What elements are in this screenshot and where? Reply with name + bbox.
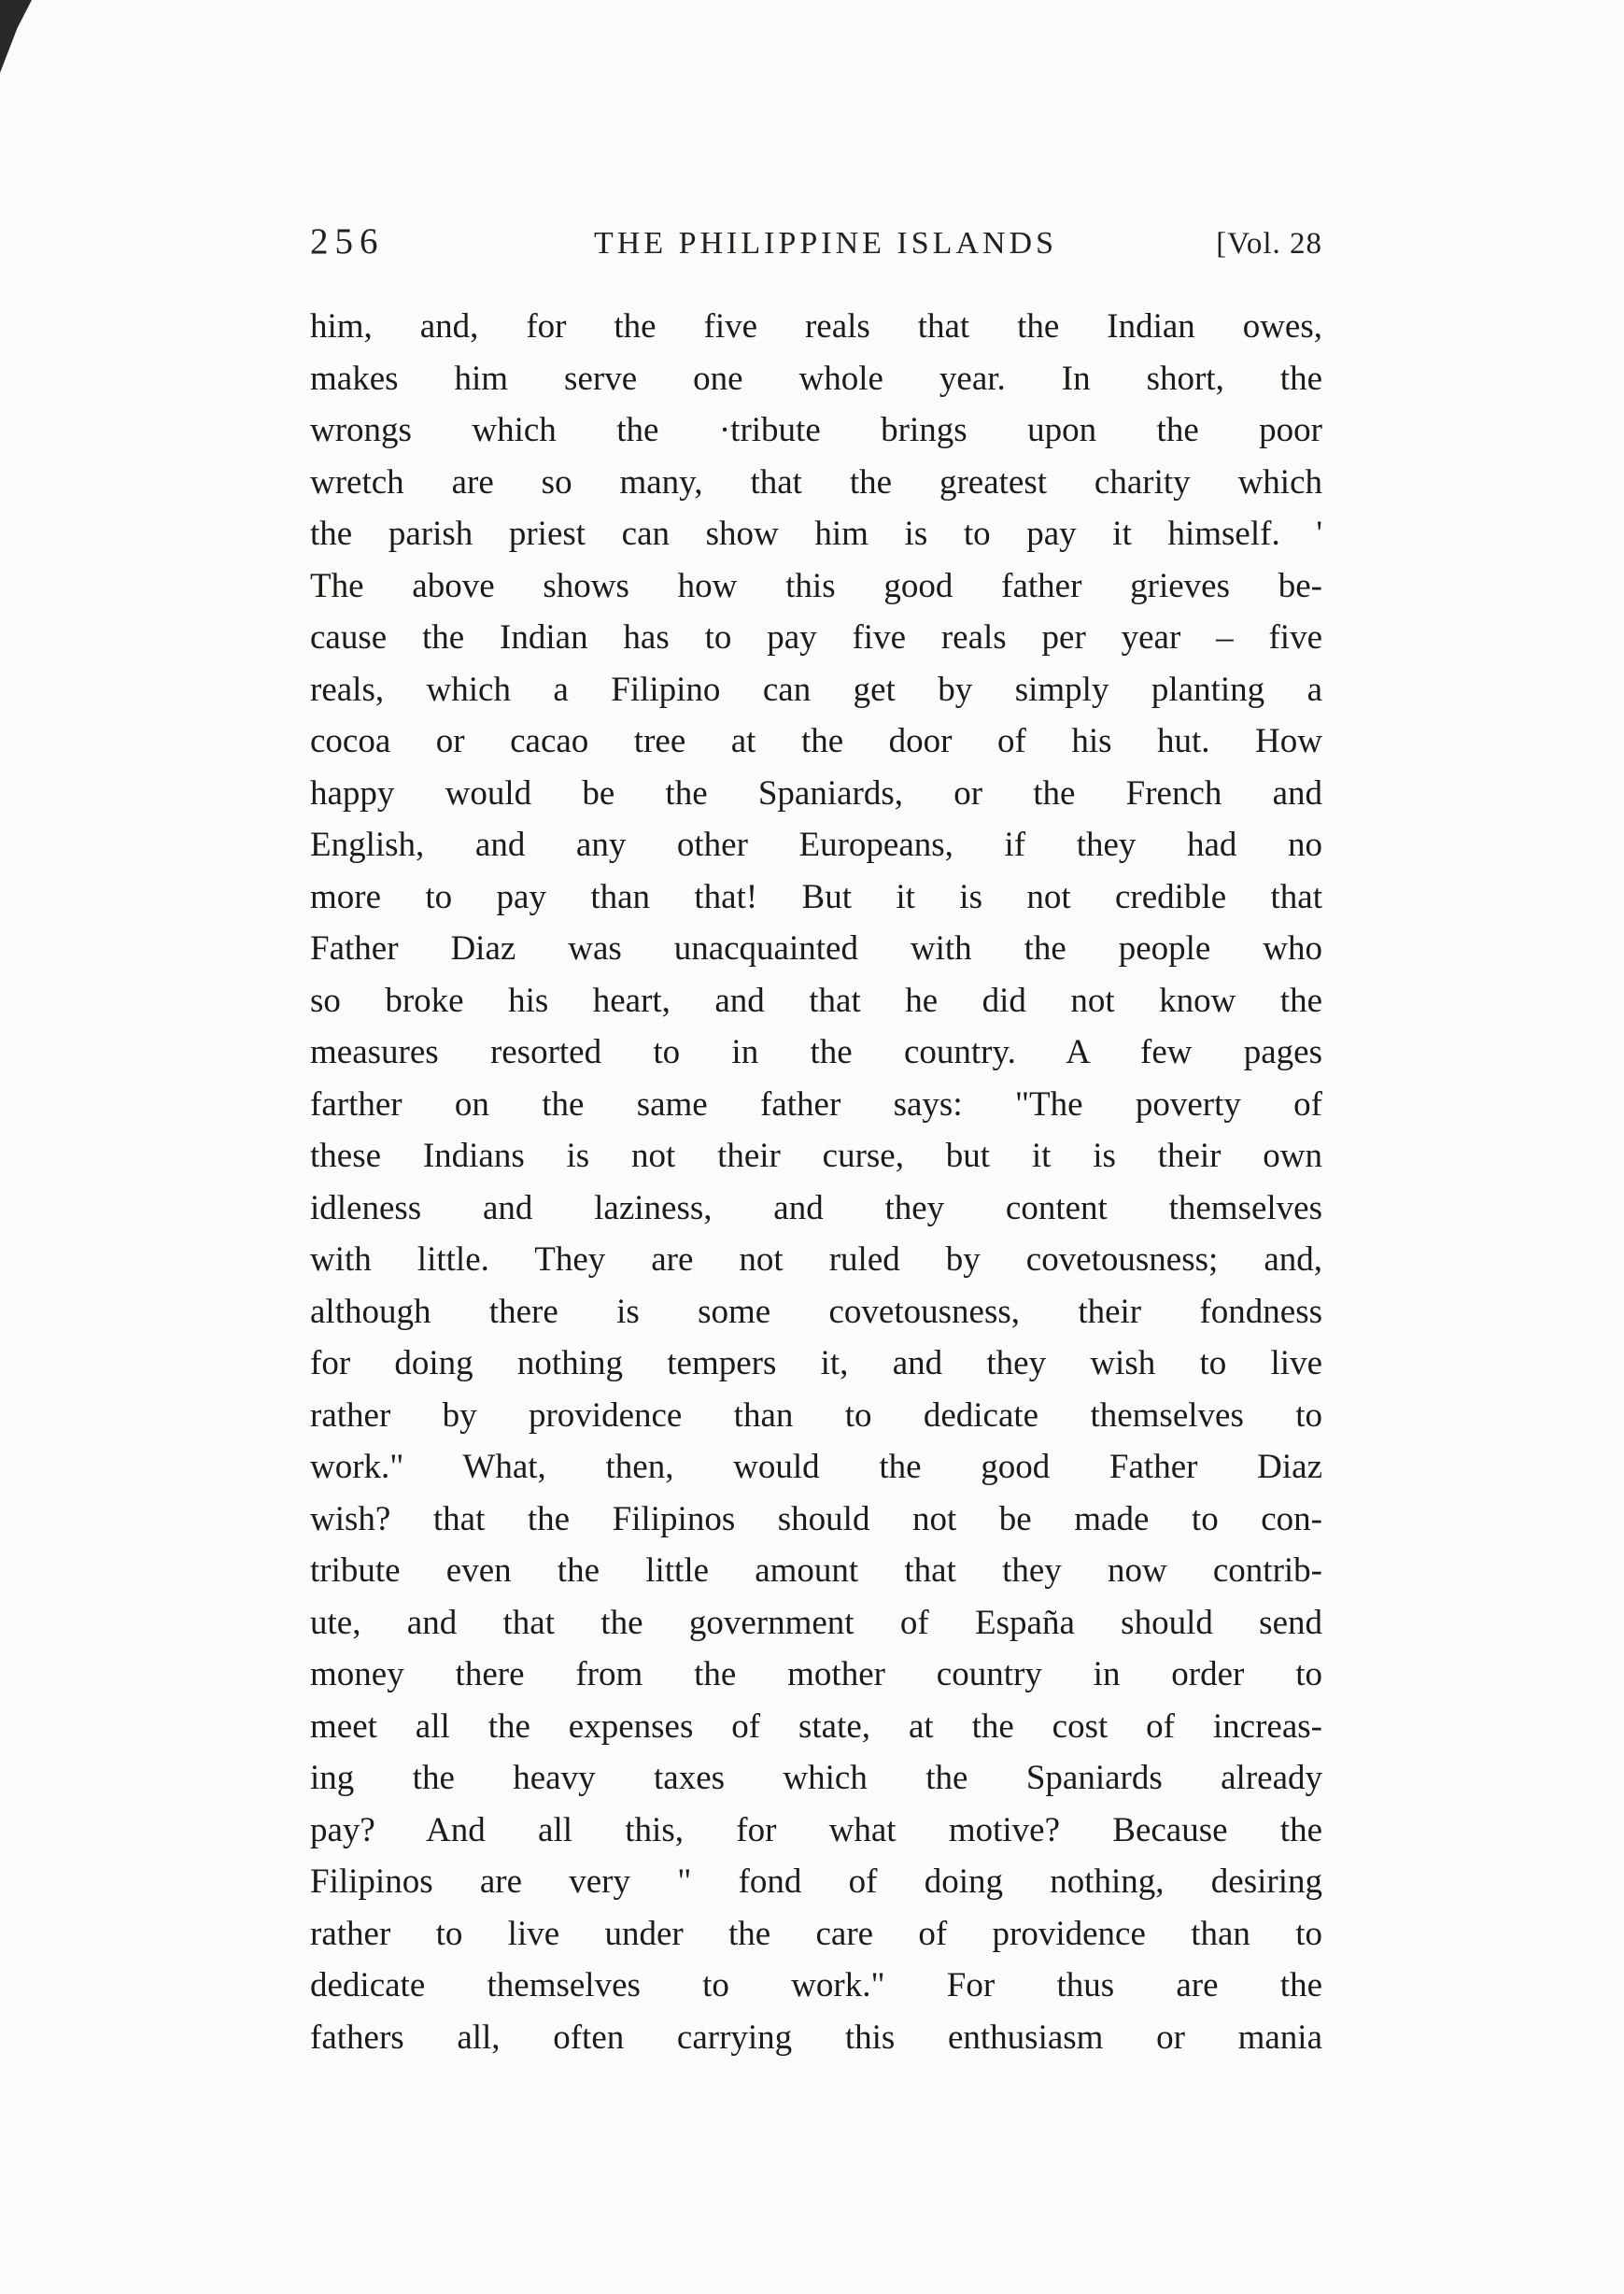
text-line: measures resorted to in the country. A few pages bbox=[310, 1033, 1322, 1071]
text-line: dedicate themselves to work." For thus are the bbox=[310, 1966, 1322, 2004]
text-line: tribute even the little amount that they now contrib- bbox=[310, 1551, 1322, 1590]
page-number: 256 bbox=[310, 221, 385, 262]
text-line: although there is some covetousness, their fondness bbox=[310, 1292, 1322, 1331]
text-line: these Indians is not their curse, but it is their own bbox=[310, 1137, 1322, 1175]
running-title: THE PHILIPPINE ISLANDS bbox=[594, 226, 1057, 261]
text-line: makes him serve one whole year. In short, the bbox=[310, 359, 1322, 398]
text-line: wretch are so many, that the greatest charity which bbox=[310, 462, 1322, 502]
text-line: more to pay than that! But it is not credible that bbox=[310, 877, 1322, 916]
text-line: ing the heavy taxes which the Spaniards already bbox=[310, 1759, 1322, 1797]
text-line: Filipinos are very " fond of doing nothing, desiring bbox=[310, 1862, 1322, 1901]
text-line: rather to live under the care of providence than to bbox=[310, 1914, 1322, 1953]
text-line: him, and, for the five reals that the Indian owes, bbox=[310, 307, 1322, 346]
scan-artifact bbox=[0, 0, 32, 73]
text-line: the parish priest can show him is to pay it himself. ' bbox=[310, 515, 1322, 553]
text-line: cocoa or cacao tree at the door of his hut. How bbox=[310, 722, 1322, 760]
text-line: meet all the expenses of state, at the cost of increas- bbox=[310, 1706, 1322, 1746]
text-line: idleness and laziness, and they content themselves bbox=[310, 1188, 1322, 1227]
text-line: wrongs which the ·tribute brings upon the poor bbox=[310, 411, 1322, 449]
body-text bbox=[310, 301, 1322, 2063]
volume-label: [Vol. 28 bbox=[1216, 227, 1322, 261]
text-line: ute, and that the government of España should send bbox=[310, 1603, 1322, 1642]
text-line: rather by providence than to dedicate themselves to bbox=[310, 1395, 1322, 1435]
text-line: pay? And all this, for what motive? Because the bbox=[310, 1810, 1322, 1849]
text-line: English, and any other Europeans, if they had no bbox=[310, 826, 1322, 864]
page-header bbox=[310, 220, 1322, 262]
text-line: work." What, then, would the good Father Diaz bbox=[310, 1448, 1322, 1486]
text-line: cause the Indian has to pay five reals per year – five bbox=[310, 618, 1322, 657]
text-line: Father Diaz was unacquainted with the people who bbox=[310, 929, 1322, 968]
text-line: The above shows how this good father grieves be- bbox=[310, 566, 1322, 605]
text-line: reals, which a Filipino can get by simply planting a bbox=[310, 670, 1322, 709]
text-line: fathers all, often carrying this enthusiasm or mania bbox=[310, 2018, 1322, 2057]
text-line: wish? that the Filipinos should not be made to con- bbox=[310, 1499, 1322, 1538]
text-line: with little. They are not ruled by covetousness; and, bbox=[310, 1240, 1322, 1279]
text-line: farther on the same father says: "The poverty of bbox=[310, 1084, 1322, 1124]
text-line: happy would be the Spaniards, or the French and bbox=[310, 773, 1322, 813]
text-line: for doing nothing tempers it, and they wish to live bbox=[310, 1344, 1322, 1382]
text-line: money there from the mother country in order to bbox=[310, 1655, 1322, 1693]
text-line: so broke his heart, and that he did not know the bbox=[310, 981, 1322, 1020]
